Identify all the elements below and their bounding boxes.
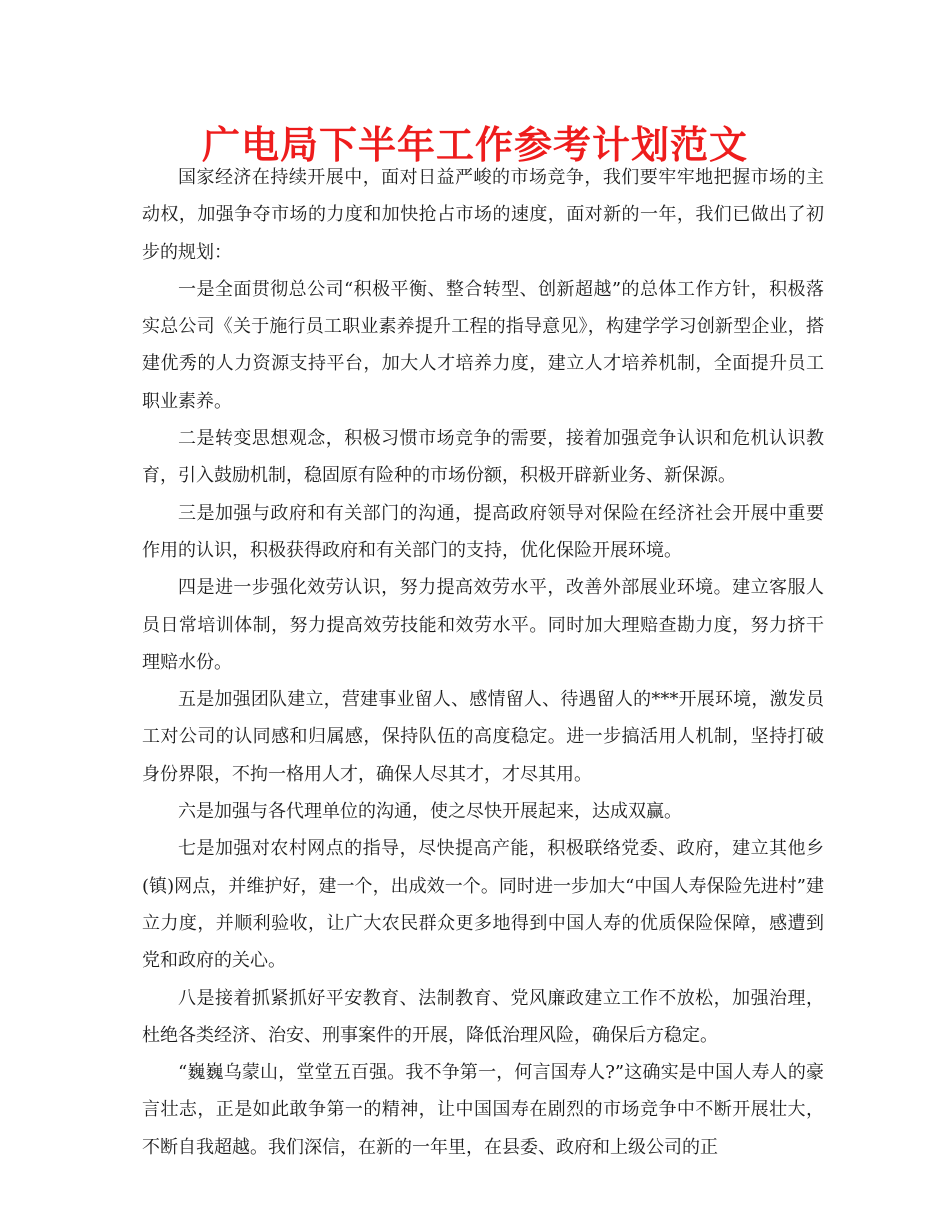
document-title: 广电局下半年工作参考计划范文 [201, 123, 748, 167]
document-body [142, 159, 824, 1166]
paragraph-closing: “巍巍乌蒙山，堂堂五百强。我不争第一，何言国寿人?”这确实是中国人寿人的豪言壮志，正是如此敢争第一的精神，让中国国寿在剧烈的市场竞争中不断开展壮大，不断自我超越。我们深信，在新的一年里，在县委、政府和上级公司的正 [142, 1062, 824, 1158]
paragraph-item-8: 八是接着抓紧抓好平安教育、法制教育、党风廉政建立工作不放松，加强治理，杜绝各类经济、治安、刑事案件的开展，降低治理风险，确保后方稳定。 [142, 987, 824, 1046]
paragraph-item-7: 七是加强对农村网点的指导，尽快提高产能，积极联络党委、政府，建立其他乡(镇)网点，并维护好，建一个，出成效一个。同时进一步加大“中国人寿保险先进村”建立力度，并顺利验收，让广大农民群众更多地得到中国人寿的优质保险保障，感遭到党和政府的关心。 [142, 838, 824, 972]
paragraph-item-6: 六是加强与各代理单位的沟通，使之尽快开展起来，达成双赢。 [178, 801, 682, 823]
paragraph-item-3: 三是加强与政府和有关部门的沟通，提高政府领导对保险在经济社会开展中重要作用的认识，积极获得政府和有关部门的支持，优化保险开展环境。 [142, 502, 824, 561]
paragraph-item-2: 二是转变思想观念，积极习惯市场竞争的需要，接着加强竞争认识和危机认识教育，引入鼓励机制，稳固原有险种的市场份额，积极开辟新业务、新保源。 [142, 428, 824, 487]
paragraph-intro: 国家经济在持续开展中，面对日益严峻的市场竞争，我们要牢牢地把握市场的主动权，加强争夺市场的力度和加快抢占市场的速度，面对新的一年，我们已做出了初步的规划： [142, 167, 824, 263]
paragraph-item-4: 四是进一步强化效劳认识，努力提高效劳水平，改善外部展业环境。建立客服人员日常培训体制，努力提高效劳技能和效劳水平。同时加大理赔查勘力度，努力挤干理赔水份。 [142, 577, 824, 673]
paragraph-item-5: 五是加强团队建立，营建事业留人、感情留人、待遇留人的***开展环境，激发员工对公司的认同感和归属感，保持队伍的高度稳定。进一步搞活用人机制，坚持打破身份界限，不拘一格用人才，确保人尽其才，才尽其用。 [142, 689, 824, 785]
paragraph-item-1: 一是全面贯彻总公司“积极平衡、整合转型、创新超越”的总体工作方针，积极落实总公司《关于施行员工职业素养提升工程的指导意见》，构建学学习创新型企业，搭建优秀的人力资源支持平台，加大人才培养力度，建立人才培养机制，全面提升员工职业素养。 [142, 278, 824, 412]
